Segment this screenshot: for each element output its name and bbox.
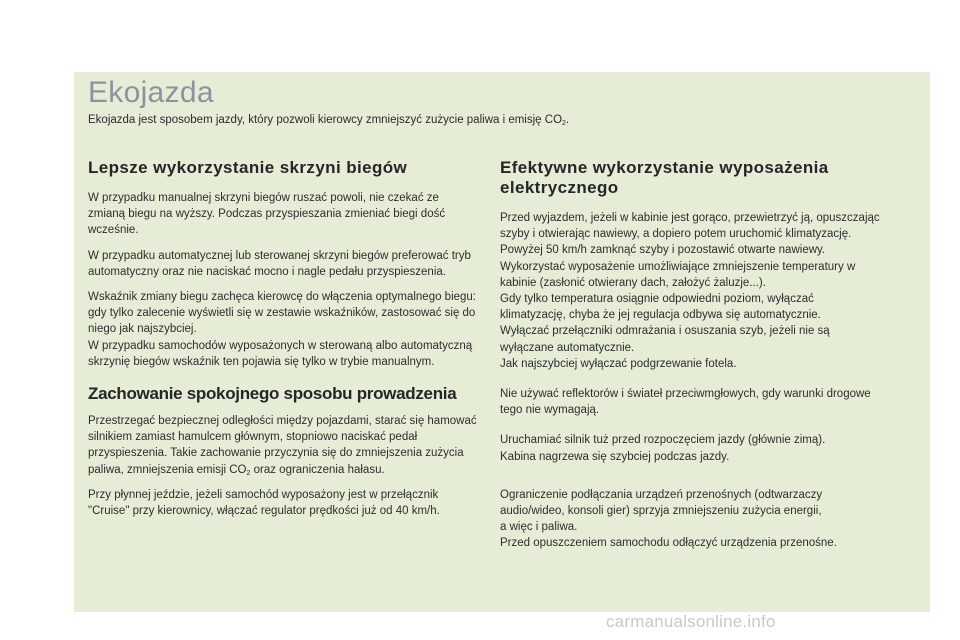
ac-above-50: Powyżej 50 km/h zamknąć szyby i pozostawić otwarte nawiewy. xyxy=(500,244,826,257)
paragraph-lights: Nie używać reflektorów i świateł przeciwmgłowych, gdy warunki drogowe tego nie wymagają. xyxy=(500,388,871,417)
intro-subscript: 2 xyxy=(562,120,566,127)
gear-indicator-text: Wskaźnik zmiany biegu zachęca kierowcę do włączenia optymalnego biegu: gdy tylko zalecenie wyświetli się w zestawie wskaźników, zastosować się do niego jak najszybciej. xyxy=(88,291,477,336)
engine-start-text: Uruchamiać silnik tuż przed rozpoczęciem jazdy (głównie zimą). xyxy=(500,434,826,447)
paragraph-manual-gearbox: W przypadku manualnej skrzyni biegów ruszać powoli, nie czekać ze zmianą biegu na wyższy. Podczas przyspieszania zmieniać biegi dość wcześnie. xyxy=(88,192,446,237)
section-heading-electrical: Efektywne wykorzystanie wyposażenia elektrycznego xyxy=(500,158,829,197)
devices-text: Ograniczenie podłączania urządzeń przenośnych (odtwarzaczy audio/wideo, konsoli gier) sprzyja zmniejszeniu zużycia energii, xyxy=(500,488,823,518)
ac-switch-off: Gdy tylko temperatura osiągnie odpowiedni poziom, wyłączać klimatyzację, chyba że jej regulacja odbywa się automatycznie. xyxy=(500,293,821,322)
ac-reduce-temperature: Wykorzystać wyposażenie umożliwiające zmniejszenie temperatury w kabinie (zasłonić otwierany dach, założyć żaluzje...). xyxy=(500,260,856,289)
right-column xyxy=(500,158,880,561)
intro-text xyxy=(88,112,888,128)
section-heading-gearbox: Lepsze wykorzystanie skrzyni biegów xyxy=(88,158,408,177)
paragraph-safe-distance xyxy=(88,413,478,478)
gear-indicator-manual-text: W przypadku samochodów wyposażonych w sterowaną albo automatyczną skrzynię biegów wskaźnik ten pojawia się tylko w trybie manualnym. xyxy=(88,339,473,368)
defrost-switch-off: Wyłączać przełączniki odmrażania i osuszania szyb, jeżeli nie są wyłączane automatycznie. xyxy=(500,325,830,354)
page-title: Ekojazda xyxy=(88,76,214,109)
watermark: carmanualsonline.info xyxy=(606,612,776,631)
co2-subscript: 2 xyxy=(246,469,251,477)
intro-main: Ekojazda jest sposobem jazdy, który pozwoli kierowcy zmniejszyć zużycie paliwa i emisję CO xyxy=(88,114,563,126)
noise-text: oraz ograniczenia hałasu. xyxy=(250,463,385,476)
paragraph-cruise-control: Przy płynnej jeździe, jeżeli samochód wyposażony jest w przełącznik "Cruise" przy kierownicy, włączać regulator prędkości już od 40 km/h. xyxy=(88,488,440,518)
paragraph-portable-devices xyxy=(500,487,880,552)
cabin-warming-text: Kabina nagrzewa się szybciej podczas jazdy. xyxy=(500,450,730,463)
intro-end: . xyxy=(565,114,570,126)
paragraph-gear-indicator xyxy=(88,289,478,370)
safe-distance-text: Przestrzegać bezpiecznej odległości między pojazdami, starać się hamować silnikiem zamiast hamulcem głównym, stopniowo naciskać pedał przyspieszenia. Takie zachowanie przyczynia się do zmniejszenia zużycia paliwa, zmniejszenia emisji CO xyxy=(88,415,477,476)
devices-disconnect-text: Przed opuszczeniem samochodu odłączyć urządzenia przenośne. xyxy=(500,537,837,550)
paragraph-air-conditioning xyxy=(500,210,880,372)
seat-heating-off: Jak najszybciej wyłączać podgrzewanie fotela. xyxy=(500,357,737,370)
paragraph-engine-start xyxy=(500,432,880,464)
paragraph-automatic-gearbox: W przypadku automatycznej lub sterowanej skrzyni biegów preferować tryb automatyczny oraz nie naciskać mocno i nagle pedału przyspieszenia. xyxy=(88,249,471,278)
left-column xyxy=(88,158,478,528)
devices-fuel-text: a więc i paliwa. xyxy=(500,521,578,534)
section-heading-calm-driving: Zachowanie spokojnego sposobu prowadzenia xyxy=(88,384,457,404)
ac-before-driving: Przed wyjazdem, jeżeli w kabinie jest gorąco, przewietrzyć ją, opuszczając szyby i otwierając nawiewy, a dopiero potem uruchomić klimatyzację. xyxy=(500,212,880,241)
